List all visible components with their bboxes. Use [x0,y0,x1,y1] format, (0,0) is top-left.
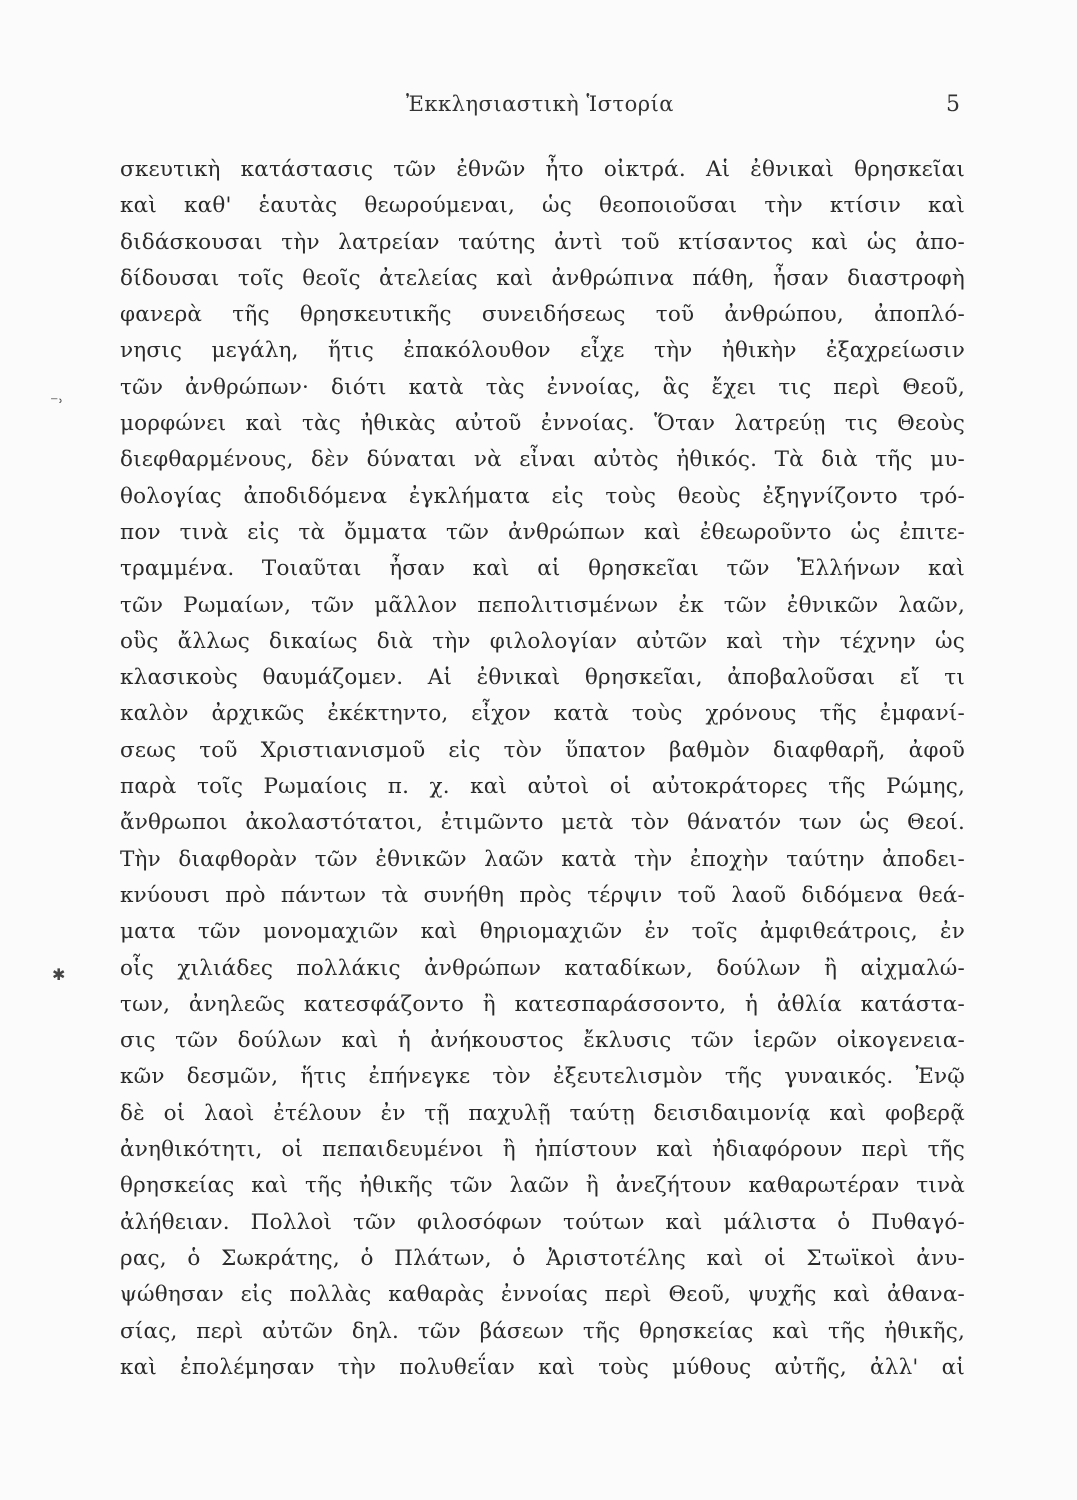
text-line: ρας, ὁ Σωκράτης, ὁ Πλάτων, ὁ Ἀριστοτέλης καὶ οἱ Στωϊκοὶ ἀνυ- [120,1245,965,1271]
text-line: ἄνθρωποι ἀκολαστότατοι, ἐτιμῶντο μετὰ τὸν θάνατόν των ὡς Θεοί. [120,810,965,836]
text-line: διεφθαρμένους, δὲν δύναται νὰ εἶναι αὐτὸς ἠθικός. Τὰ διὰ τῆς μυ- [120,447,965,473]
body-text [120,152,965,1386]
text-line: τραμμένα. Τοιαῦται ἦσαν καὶ αἱ θρησκεῖαι τῶν Ἑλλήνων καὶ [120,556,965,582]
text-line: τῶν ἀνθρώπων· διότι κατὰ τὰς ἐννοίας, ἃς ἔχει τις περὶ Θεοῦ, [120,374,965,400]
text-line: οὓς ἄλλως δικαίως διὰ τὴν φιλολογίαν αὐτῶν καὶ τὴν τέχνην ὡς [120,628,965,654]
text-line: παρὰ τοῖς Ρωμαίοις π. χ. καὶ αὐτοὶ οἱ αὐτοκράτορες τῆς Ρώμης, [120,774,965,800]
text-line: θρησκείας καὶ τῆς ἠθικῆς τῶν λαῶν ἢ ἀνεζήτουν καθαρωτέραν τινὰ [120,1173,965,1199]
text-line: σεως τοῦ Χριστιανισμοῦ εἰς τὸν ὕπατον βαθμὸν διαφθαρῆ, ἀφοῦ [120,737,965,763]
running-head [120,92,960,122]
text-line: θολογίας ἀποδιδόμενα ἐγκλήματα εἰς τοὺς θεοὺς ἐξηγνίζοντο τρό- [120,483,965,509]
text-line: καὶ καθ' ἑαυτὰς θεωρούμεναι, ὡς θεοποιοῦσαι τὴν κτίσιν καὶ [120,193,965,219]
text-line: φανερὰ τῆς θρησκευτικῆς συνειδήσεως τοῦ ἀνθρώπου, ἀποπλό- [120,302,965,328]
text-line: κλασικοὺς θαυμάζομεν. Αἱ ἐθνικαὶ θρησκεῖαι, ἀποβαλοῦσαι εἴ τι [120,665,965,691]
text-line: καλὸν ἀρχικῶς ἐκέκτηντο, εἶχον κατὰ τοὺς χρόνους τῆς ἐμφανί- [120,701,965,727]
text-line: ἀνηθικότητι, οἱ πεπαιδευμένοι ἢ ἠπίστουν καὶ ἠδιαφόρουν περὶ τῆς [120,1137,965,1163]
margin-mark-icon: ⁻˒ [50,392,64,411]
text-line: ψώθησαν εἰς πολλὰς καθαρὰς ἐννοίας περὶ Θεοῦ, ψυχῆς καὶ ἀθανα- [120,1282,965,1308]
text-line: πον τινὰ εἰς τὰ ὄμματα τῶν ἀνθρώπων καὶ ἐθεωροῦντο ὡς ἐπιτε- [120,519,965,545]
text-line: διδάσκουσαι τὴν λατρείαν ταύτης ἀντὶ τοῦ κτίσαντος καὶ ὡς ἀπο- [120,229,965,255]
text-line: κνύουσι πρὸ πάντων τὰ συνήθη πρὸς τέρψιν τοῦ λαοῦ διδόμενα θεά- [120,882,965,908]
text-line: ἀλήθειαν. Πολλοὶ τῶν φιλοσόφων τούτων καὶ μάλιστα ὁ Πυθαγό- [120,1209,965,1235]
text-line: μορφώνει καὶ τὰς ἠθικὰς αὐτοῦ ἐννοίας. Ὅταν λατρεύῃ τις Θεοὺς [120,411,965,437]
text-line: οἷς χιλιάδες πολλάκις ἀνθρώπων καταδίκων, δούλων ἢ αἰχμαλώ- [120,955,965,981]
text-line: δίδουσαι τοῖς θεοῖς ἀτελείας καὶ ἀνθρώπινα πάθη, ἦσαν διαστροφὴ [120,265,965,291]
text-line: κῶν δεσμῶν, ἥτις ἐπήνεγκε τὸν ἐξευτελισμὸν τῆς γυναικός. Ἐνῷ [120,1064,965,1090]
text-line: Τὴν διαφθορὰν τῶν ἐθνικῶν λαῶν κατὰ τὴν ἐποχὴν ταύτην ἀποδει- [120,846,965,872]
text-line: καὶ ἐπολέμησαν τὴν πολυθεΐαν καὶ τοὺς μύθους αὐτῆς, ἀλλ' αἱ [120,1354,965,1380]
running-title: Ἐκκλησιαστικὴ Ἱστορία [406,92,674,116]
text-line: σίας, περὶ αὐτῶν δηλ. τῶν βάσεων τῆς θρησκείας καὶ τῆς ἠθικῆς, [120,1318,965,1344]
page-number: 5 [946,92,960,117]
text-line: ματα τῶν μονομαχιῶν καὶ θηριομαχιῶν ἐν τοῖς ἀμφιθεάτροις, ἐν [120,919,965,945]
text-line: των, ἀνηλεῶς κατεσφάζοντο ἢ κατεσπαράσσοντο, ἡ ἀθλία κατάστα- [120,991,965,1017]
text-line: σκευτικὴ κατάστασις τῶν ἐθνῶν ἦτο οἰκτρά. Αἱ ἐθνικαὶ θρησκεῖαι [120,157,965,182]
margin-asterisk-icon: ✱ [52,965,66,984]
text-line: τῶν Ρωμαίων, τῶν μᾶλλον πεπολιτισμένων ἐκ τῶν ἐθνικῶν λαῶν, [120,592,965,618]
text-line: σις τῶν δούλων καὶ ἡ ἀνήκουστος ἔκλυσις τῶν ἱερῶν οἰκογενεια- [120,1028,965,1054]
text-line: νησις μεγάλη, ἥτις ἐπακόλουθον εἶχε τὴν ἠθικὴν ἐξαχρείωσιν [120,338,965,364]
text-line: δὲ οἱ λαοὶ ἐτέλουν ἐν τῇ παχυλῇ ταύτῃ δεισιδαιμονίᾳ καὶ φοβερᾷ [120,1100,965,1126]
